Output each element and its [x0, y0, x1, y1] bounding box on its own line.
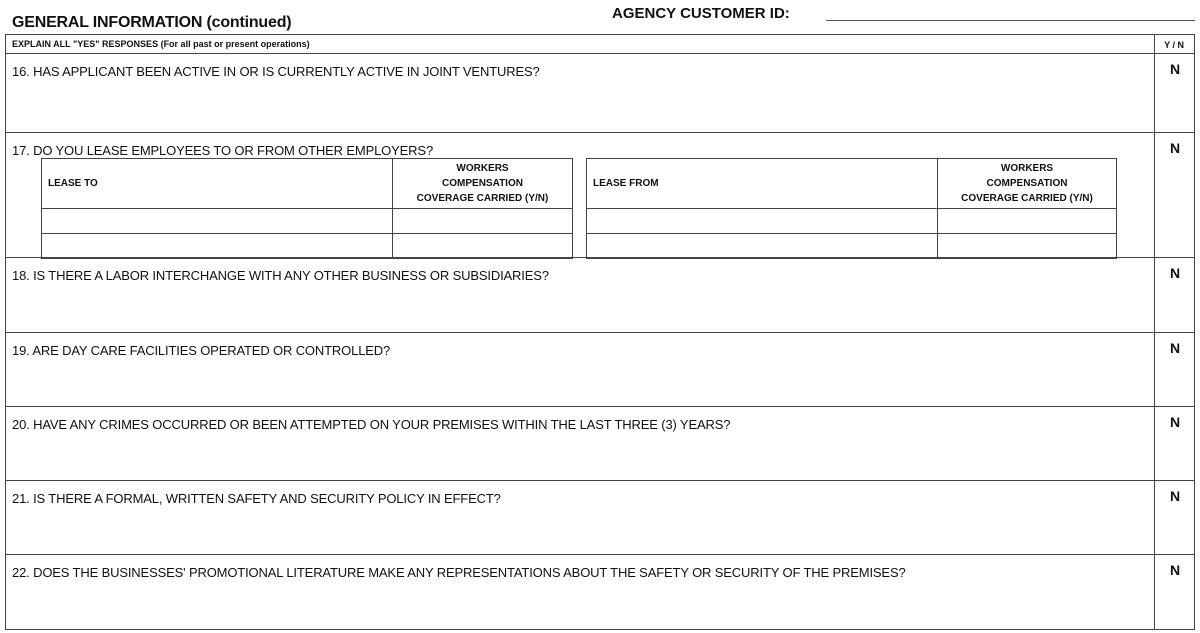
question-row-16[interactable]	[6, 54, 1194, 133]
answer-yn[interactable]: N	[1170, 488, 1181, 504]
explain-instructions: EXPLAIN ALL "YES" RESPONSES (For all past or present operations)	[12, 39, 310, 49]
lease-to-coverage-cell[interactable]	[393, 209, 573, 234]
lease-from-header: LEASE FROM	[587, 159, 938, 209]
question-text: 16. HAS APPLICANT BEEN ACTIVE IN OR IS CURRENTLY ACTIVE IN JOINT VENTURES?	[12, 64, 540, 79]
coverage-header-line2: COMPENSATION	[986, 178, 1068, 189]
coverage-header-line1: WORKERS	[1000, 163, 1054, 174]
question-row-19[interactable]	[6, 333, 1194, 407]
lease-from-cell[interactable]	[587, 234, 938, 259]
explain-header-row	[6, 35, 1194, 54]
answer-yn[interactable]: N	[1170, 340, 1181, 356]
answer-yn[interactable]: N	[1170, 140, 1181, 156]
question-text: 19. ARE DAY CARE FACILITIES OPERATED OR CONTROLLED?	[12, 343, 391, 358]
answer-yn[interactable]: N	[1170, 562, 1181, 578]
answer-yn[interactable]: N	[1170, 265, 1181, 281]
lease-to-header: LEASE TO	[42, 159, 393, 209]
lease-to-coverage-header	[393, 159, 573, 209]
question-text: 17. DO YOU LEASE EMPLOYEES TO OR FROM OTHER EMPLOYERS?	[12, 143, 434, 158]
general-info-form	[5, 34, 1195, 630]
lease-to-table	[41, 158, 573, 259]
yn-column-header: Y / N	[1164, 40, 1184, 50]
coverage-header-line1: WORKERS	[456, 163, 509, 174]
page-header	[0, 0, 1200, 34]
question-row-21[interactable]	[6, 481, 1194, 555]
lease-from-coverage-header	[938, 159, 1117, 209]
lease-from-coverage-cell[interactable]	[938, 234, 1117, 259]
question-text: 20. HAVE ANY CRIMES OCCURRED OR BEEN ATTEMPTED ON YOUR PREMISES WITHIN THE LAST THREE (3) YEARS?	[12, 417, 731, 432]
coverage-header-line2: COMPENSATION	[442, 178, 523, 189]
lease-to-cell[interactable]	[42, 209, 393, 234]
lease-from-table	[586, 158, 1117, 259]
customer-id-field[interactable]	[826, 20, 1195, 21]
section-title: GENERAL INFORMATION (continued)	[12, 14, 292, 31]
lease-from-coverage-cell[interactable]	[938, 209, 1117, 234]
lease-to-coverage-cell[interactable]	[393, 234, 573, 259]
question-row-17[interactable]	[6, 133, 1194, 258]
question-row-22[interactable]	[6, 555, 1194, 629]
question-row-18[interactable]	[6, 258, 1194, 333]
customer-id-label: AGENCY CUSTOMER ID:	[612, 5, 790, 22]
coverage-header-line3: COVERAGE CARRIED (Y/N)	[416, 193, 549, 204]
lease-to-cell[interactable]	[42, 234, 393, 259]
question-text: 18. IS THERE A LABOR INTERCHANGE WITH ANY OTHER BUSINESS OR SUBSIDIARIES?	[12, 268, 549, 283]
answer-yn[interactable]: N	[1170, 61, 1181, 77]
question-text: 21. IS THERE A FORMAL, WRITTEN SAFETY AND SECURITY POLICY IN EFFECT?	[12, 491, 501, 506]
question-text: 22. DOES THE BUSINESSES' PROMOTIONAL LITERATURE MAKE ANY REPRESENTATIONS ABOUT THE SAFETY OR SECURITY OF THE PREMISES?	[12, 565, 906, 580]
lease-from-cell[interactable]	[587, 209, 938, 234]
coverage-header-line3: COVERAGE CARRIED (Y/N)	[961, 193, 1093, 204]
answer-yn[interactable]: N	[1170, 414, 1181, 430]
question-row-20[interactable]	[6, 407, 1194, 481]
